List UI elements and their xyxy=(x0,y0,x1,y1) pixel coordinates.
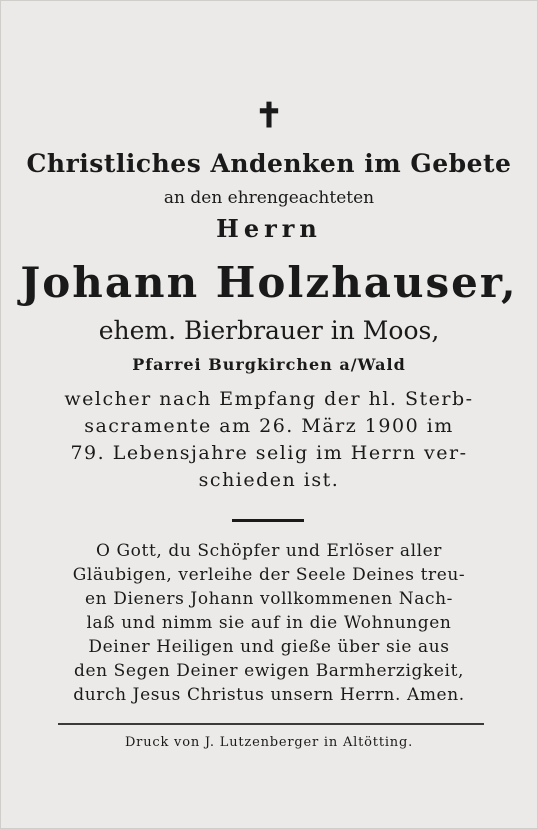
divider xyxy=(232,519,304,522)
parish: Pfarrei Burgkirchen a/Wald xyxy=(132,355,406,374)
prayer-line: en Dieners Johann vollkommenen Nach- xyxy=(85,589,453,609)
honorific: Herrn xyxy=(216,214,322,243)
prayer-line: Gläubigen, verleihe der Seele Deines treu- xyxy=(72,565,466,585)
body-line: welcher nach Empfang der hl. Sterb- xyxy=(64,388,474,410)
deceased-name: Johann Holzhauser, xyxy=(20,258,518,307)
card-heading: Christliches Andenken im Gebete xyxy=(26,149,512,178)
card-subheading: an den ehrengeachteten xyxy=(163,188,375,208)
cross-icon: ✝ xyxy=(254,96,284,136)
prayer-line: den Segen Deiner ewigen Barmherzigkeit, xyxy=(73,661,465,681)
prayer-line: laß und nimm sie auf in die Wohnungen xyxy=(86,613,452,633)
body-line: sacramente am 26. März 1900 im xyxy=(84,415,454,437)
occupation: ehem. Bierbrauer in Moos, xyxy=(98,316,440,345)
prayer-line: Deiner Heiligen und gieße über sie aus xyxy=(88,637,450,657)
body-line: 79. Lebensjahre selig im Herrn ver- xyxy=(70,442,468,464)
prayer-line: durch Jesus Christus unsern Herrn. Amen. xyxy=(73,685,465,705)
printer-credit: Druck von J. Lutzenberger in Altötting. xyxy=(124,735,414,750)
footer-rule xyxy=(58,723,484,725)
body-line: schieden ist. xyxy=(198,469,340,491)
prayer-line: O Gott, du Schöpfer und Erlöser aller xyxy=(95,541,443,561)
